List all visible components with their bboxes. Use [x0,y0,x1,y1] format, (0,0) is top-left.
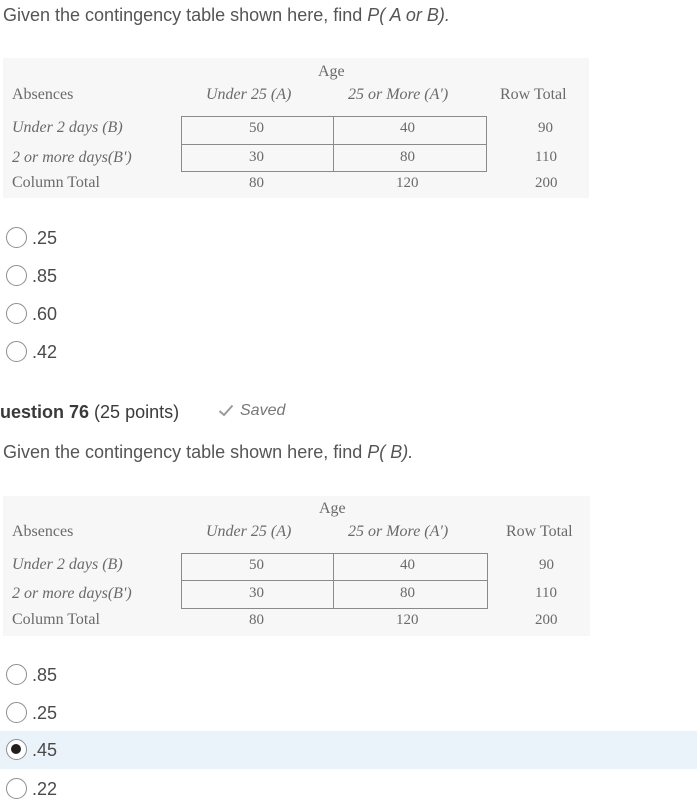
cell-value: 200 [535,175,558,191]
radio-button[interactable] [6,303,27,324]
cell-value: 40 [400,120,415,136]
question-76-heading [0,402,179,423]
grid-line [333,553,334,609]
option-label: .45 [32,740,58,760]
cell-value: 110 [535,585,557,601]
option-label: .60 [32,304,58,324]
grid-line [181,144,487,145]
cell-value: 80 [249,175,264,191]
option-label: .22 [32,779,58,799]
grid-line [486,116,487,172]
grid-line [181,116,487,117]
grid-line [181,171,487,172]
col-under-25-header: Under 25 (A) [206,523,292,540]
col-25-or-more-header: 25 or More (A') [348,523,449,540]
radio-button[interactable] [6,341,27,362]
radio-button[interactable] [6,664,27,685]
row-label-under-2-days: Under 2 days (B) [12,119,123,136]
age-header: Age [318,63,345,80]
radio-button-selected[interactable] [6,739,27,760]
cell-value: 50 [249,557,264,573]
grid-line [181,553,488,554]
radio-button[interactable] [6,702,27,723]
grid-line [181,553,182,609]
option-label: .42 [32,342,58,362]
cell-value: 80 [400,585,415,601]
cell-value: 40 [400,557,415,573]
question-76-prompt [3,442,413,463]
contingency-table-76 [3,496,590,636]
radio-button[interactable] [6,265,27,286]
saved-status [218,402,285,420]
answer-option-selected[interactable] [0,731,697,769]
cell-value: 30 [249,585,264,601]
cell-value: 90 [539,557,554,573]
cell-value: 110 [535,149,557,165]
option-label: .85 [32,266,58,286]
cell-value: 80 [400,149,415,165]
row-label-column-total: Column Total [12,611,100,628]
row-label-under-2-days: Under 2 days (B) [12,556,123,573]
question-points: (25 points) [94,402,180,422]
cell-value: 50 [249,120,264,136]
row-label-2-or-more-days: 2 or more days(B') [12,585,132,602]
prompt-text: Given the contingency table shown here, find [3,442,368,462]
grid-line [181,608,488,609]
answer-option[interactable] [0,295,697,333]
grid-line [333,116,334,172]
col-25-or-more-header: 25 or More (A') [348,86,449,103]
grid-line [181,580,488,581]
absences-header: Absences [12,86,74,103]
cell-value: 90 [538,120,553,136]
answer-option[interactable] [0,333,697,371]
option-label: .25 [32,703,58,723]
cell-value: 120 [396,612,419,628]
option-label: .85 [32,665,58,685]
radio-button[interactable] [6,778,27,799]
grid-line [487,553,488,609]
cell-value: 200 [535,612,558,628]
question-75-prompt [3,5,450,26]
answer-option[interactable] [0,694,697,732]
answer-option[interactable] [0,219,697,257]
grid-line [181,116,182,172]
answer-option[interactable] [0,770,697,808]
col-row-total-header: Row Total [506,523,573,540]
col-under-25-header: Under 25 (A) [206,86,292,103]
answer-option[interactable] [0,257,697,295]
question-number: uestion 76 [0,402,90,422]
prompt-formula: P( B). [367,442,414,462]
cell-value: 30 [249,149,264,165]
answer-option[interactable] [0,656,697,694]
radio-selected-dot [11,744,21,754]
age-header: Age [319,500,346,517]
col-row-total-header: Row Total [500,86,567,103]
prompt-formula: P( A or B). [367,5,450,25]
saved-label: Saved [240,402,286,419]
row-label-2-or-more-days: 2 or more days(B') [12,149,132,166]
prompt-text: Given the contingency table shown here, find [3,5,368,25]
contingency-table-75 [3,58,589,198]
radio-button[interactable] [6,227,27,248]
absences-header: Absences [12,523,74,540]
row-label-column-total: Column Total [12,174,100,191]
option-label: .25 [32,228,58,248]
cell-value: 120 [396,175,419,191]
check-icon [218,404,234,417]
cell-value: 80 [249,612,264,628]
